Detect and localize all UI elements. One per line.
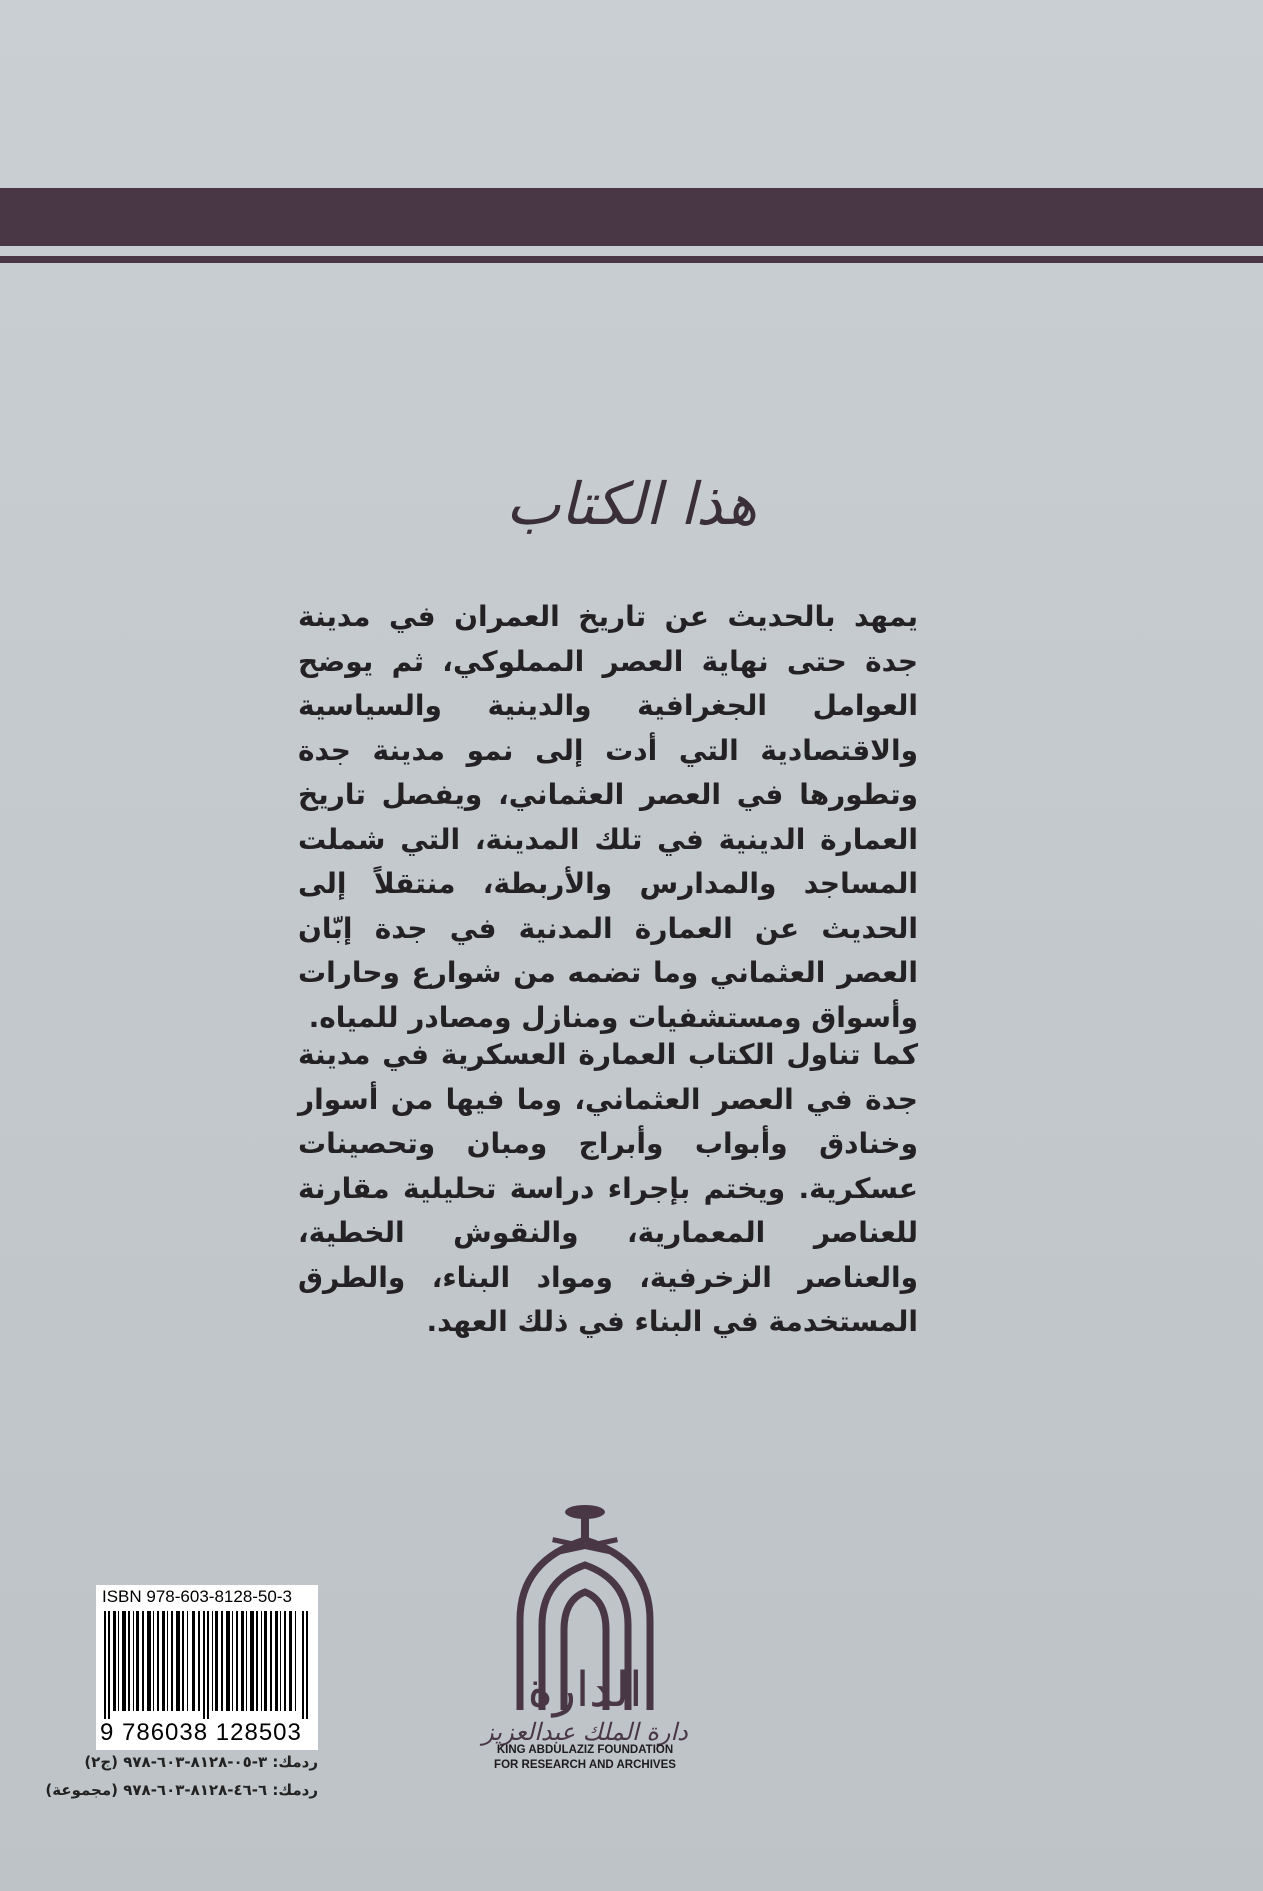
logo-arabic-name: دارة الملك عبدالعزيز	[482, 1718, 688, 1746]
logo-arabic-mark: الدارة	[527, 1662, 643, 1718]
logo-english-line-2: FOR RESEARCH AND ARCHIVES	[494, 1759, 676, 1771]
isbn-label: ISBN 978-603-8128-50-3	[102, 1587, 292, 1606]
rdmk-volume: ردمك: ٣-٠٥-٨١٢٨-٦٠٣-٩٧٨ (ج٢)	[84, 1753, 318, 1771]
description-paragraph-2: كما تناول الكتاب العمارة العسكرية في مدينة جدة في العصر العثماني، وما فيها من أسوار وخنادق وأبواب وأبراج ومبان وتحصينات عسكرية. ويختم بإجراء دراسة تحليلية مقارنة للعناصر المعمارية، والنقوش الخطية، والعناصر الزخرفية، ومواد البناء، والطرق المستخدمة في البناء في ذلك العهد.	[298, 1038, 918, 1338]
isbn-digits: 9 786038 128503	[100, 1719, 302, 1746]
isbn-barcode	[96, 1585, 318, 1750]
barcode-bars	[102, 1611, 312, 1719]
rdmk-set: ردمك: ٦-٤٦-٨١٢٨-٦٠٣-٩٧٨ (مجموعة)	[45, 1781, 318, 1799]
description-paragraph-1: يمهد بالحديث عن تاريخ العمران في مدينة جدة حتى نهاية العصر المملوكي، ثم يوضح العوامل الجغرافية والدينية والسياسية والاقتصادية التي أدت إلى نمو مدينة جدة وتطورها في العصر العثماني، ويفصل تاريخ العمارة الدينية في تلك المدينة، التي شملت المساجد والمدارس والأربطة، منتقلاً إلى الحديث عن العمارة المدنية في جدة إبّان العصر العثماني وما تضمه من شوارع وحارات وأسواق ومستشفيات ومنازل ومصادر للمياه.	[298, 600, 918, 1034]
top-color-band	[0, 188, 1263, 246]
foundation-logo-emblem	[480, 1500, 690, 1840]
section-title: هذا الكتاب	[505, 470, 758, 538]
logo-english-line-1: KING ABDULAZIZ FOUNDATION	[496, 1744, 674, 1756]
top-thin-stripe	[0, 256, 1263, 263]
